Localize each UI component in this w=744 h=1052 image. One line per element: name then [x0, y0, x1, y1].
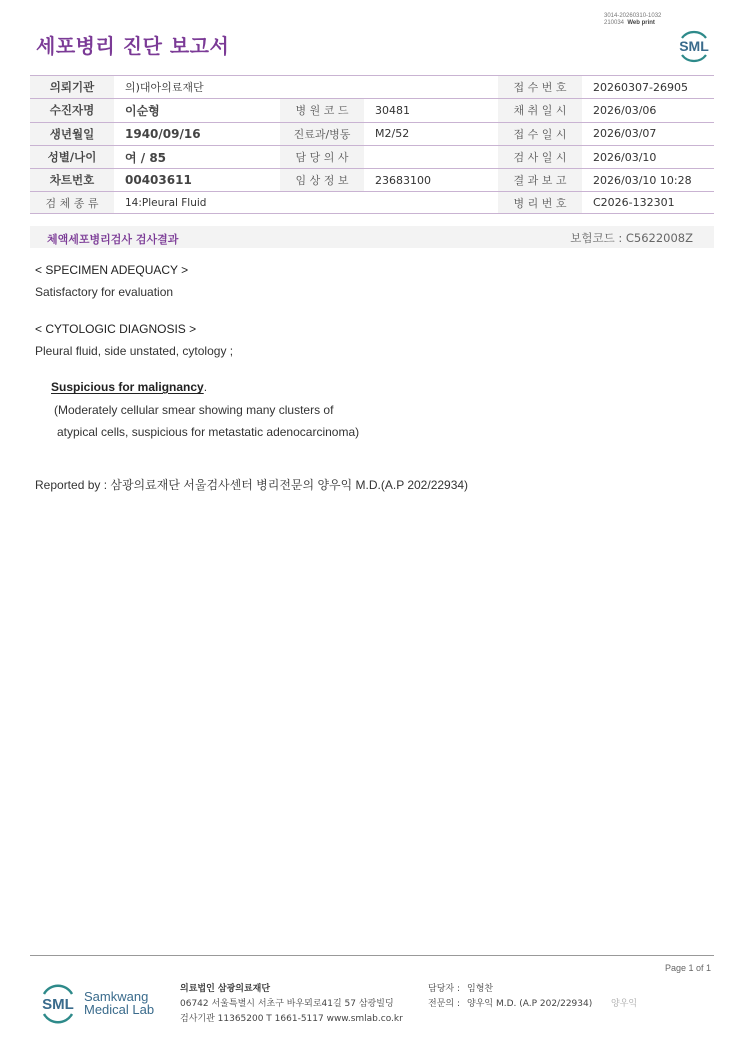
- sml-logo-icon: [674, 26, 714, 66]
- staff-name: 임형찬: [467, 984, 494, 994]
- info-row: [30, 122, 714, 145]
- adequacy-text: Satisfactory for evaluation: [35, 285, 174, 299]
- result-report-label: 결 과 보 고: [498, 169, 582, 192]
- patient-name-value: 이순형: [114, 99, 280, 122]
- diagnosis-detail-line2: atypical cells, suspicious for metastatic adenocarcinoma): [57, 425, 360, 439]
- staff-label: 담당자 :: [428, 984, 460, 994]
- web-print-tag: Web print: [627, 20, 655, 26]
- physician-value: [364, 145, 498, 168]
- page-number: Page 1 of 1: [664, 963, 711, 973]
- footer-contact: 검사기관 11365200 T 1661-5117 www.smlab.co.kr: [180, 1014, 403, 1024]
- signature: 양우익: [611, 999, 638, 1009]
- sml-logo-text: SML: [679, 38, 709, 54]
- test-date-label: 검 사 일 시: [498, 145, 582, 168]
- diagnosis-heading: < CYTOLOGIC DIAGNOSIS >: [35, 322, 197, 336]
- clinical-info-label: 임 상 정 보: [280, 169, 364, 192]
- receipt-date-value: 2026/03/07: [582, 122, 714, 145]
- footer-org: 의료법인 삼광의료재단: [180, 984, 271, 994]
- suspicious-period: .: [203, 380, 208, 394]
- document-id-code: 210034: [604, 20, 625, 26]
- page-title: 세포병리 진단 보고서: [36, 34, 230, 58]
- chart-number-label: 차트번호: [30, 169, 114, 192]
- samkwang-logo-text: SML: [42, 996, 74, 1013]
- collection-date-label: 채 취 일 시: [498, 99, 582, 122]
- chart-number-value: 00403611: [114, 169, 280, 192]
- insurance-code: 보험코드 : C5622008Z: [570, 231, 693, 245]
- hospital-code-label: 병 원 코 드: [280, 99, 364, 122]
- specialist-name: 양우익 M.D. (A.P 202/22934): [467, 999, 593, 1009]
- specialist-label: 전문의 :: [428, 999, 460, 1009]
- footer-divider: [30, 955, 714, 956]
- collection-date-value: 2026/03/06: [582, 99, 714, 122]
- document-id-line1: 3014-20260310-1032: [604, 13, 662, 19]
- specimen-type-label: 검 체 종 류: [30, 192, 114, 214]
- brand-line1: Samkwang: [84, 989, 149, 1004]
- pathology-number-value: C2026-132301: [582, 192, 714, 214]
- birth-date-value: 1940/09/16: [114, 122, 280, 145]
- reported-by: Reported by : 삼광의료재단 서울검사센터 병리전문의 양우익 M.D.(A.P 202/22934): [35, 478, 469, 492]
- suspicious-line: [51, 380, 207, 394]
- info-row: [30, 169, 714, 192]
- pathology-number-label: 병 리 번 호: [498, 192, 582, 214]
- clinical-info-value: 23683100: [364, 169, 498, 192]
- diagnosis-text: Pleural fluid, side unstated, cytology ;: [35, 344, 234, 358]
- birth-date-label: 생년월일: [30, 122, 114, 145]
- diagnosis-detail-line1: (Moderately cellular smear showing many clusters of: [54, 403, 334, 417]
- info-row: [30, 145, 714, 168]
- department-ward-label: 진료과/병동: [280, 122, 364, 145]
- result-section-title: 체액세포병리검사 검사결과: [47, 233, 179, 246]
- department-ward-value: M2/52: [364, 122, 498, 145]
- receipt-number-label: 접 수 번 호: [498, 76, 582, 99]
- footer-address: 06742 서울특별시 서초구 바우뫼로41길 57 삼광빌딩: [180, 999, 394, 1009]
- document-id: [604, 13, 661, 27]
- result-report-value: 2026/03/10 10:28: [582, 169, 714, 192]
- requesting-org-value: 의)대아의료재단: [114, 76, 498, 99]
- info-row: [30, 76, 714, 99]
- info-row: [30, 99, 714, 122]
- specimen-type-value: 14:Pleural Fluid: [114, 192, 498, 214]
- brand-line2: Medical Lab: [84, 1002, 155, 1017]
- sex-age-value: 여 / 85: [114, 145, 280, 168]
- samkwang-logo-icon: [38, 980, 78, 1026]
- sex-age-label: 성별/나이: [30, 145, 114, 168]
- hospital-code-value: 30481: [364, 99, 498, 122]
- receipt-number-value: 20260307-26905: [582, 76, 714, 99]
- physician-label: 담 당 의 사: [280, 145, 364, 168]
- adequacy-heading: < SPECIMEN ADEQUACY >: [35, 263, 189, 277]
- test-date-value: 2026/03/10: [582, 145, 714, 168]
- result-section-bar: [30, 226, 714, 248]
- brand-name: [84, 990, 154, 1016]
- suspicious-for-malignancy: Suspicious for malignancy: [51, 380, 204, 394]
- receipt-date-label: 접 수 일 시: [498, 122, 582, 145]
- patient-info-table: [30, 75, 714, 214]
- info-row: [30, 192, 714, 214]
- requesting-org-label: 의뢰기관: [30, 76, 114, 99]
- patient-name-label: 수진자명: [30, 99, 114, 122]
